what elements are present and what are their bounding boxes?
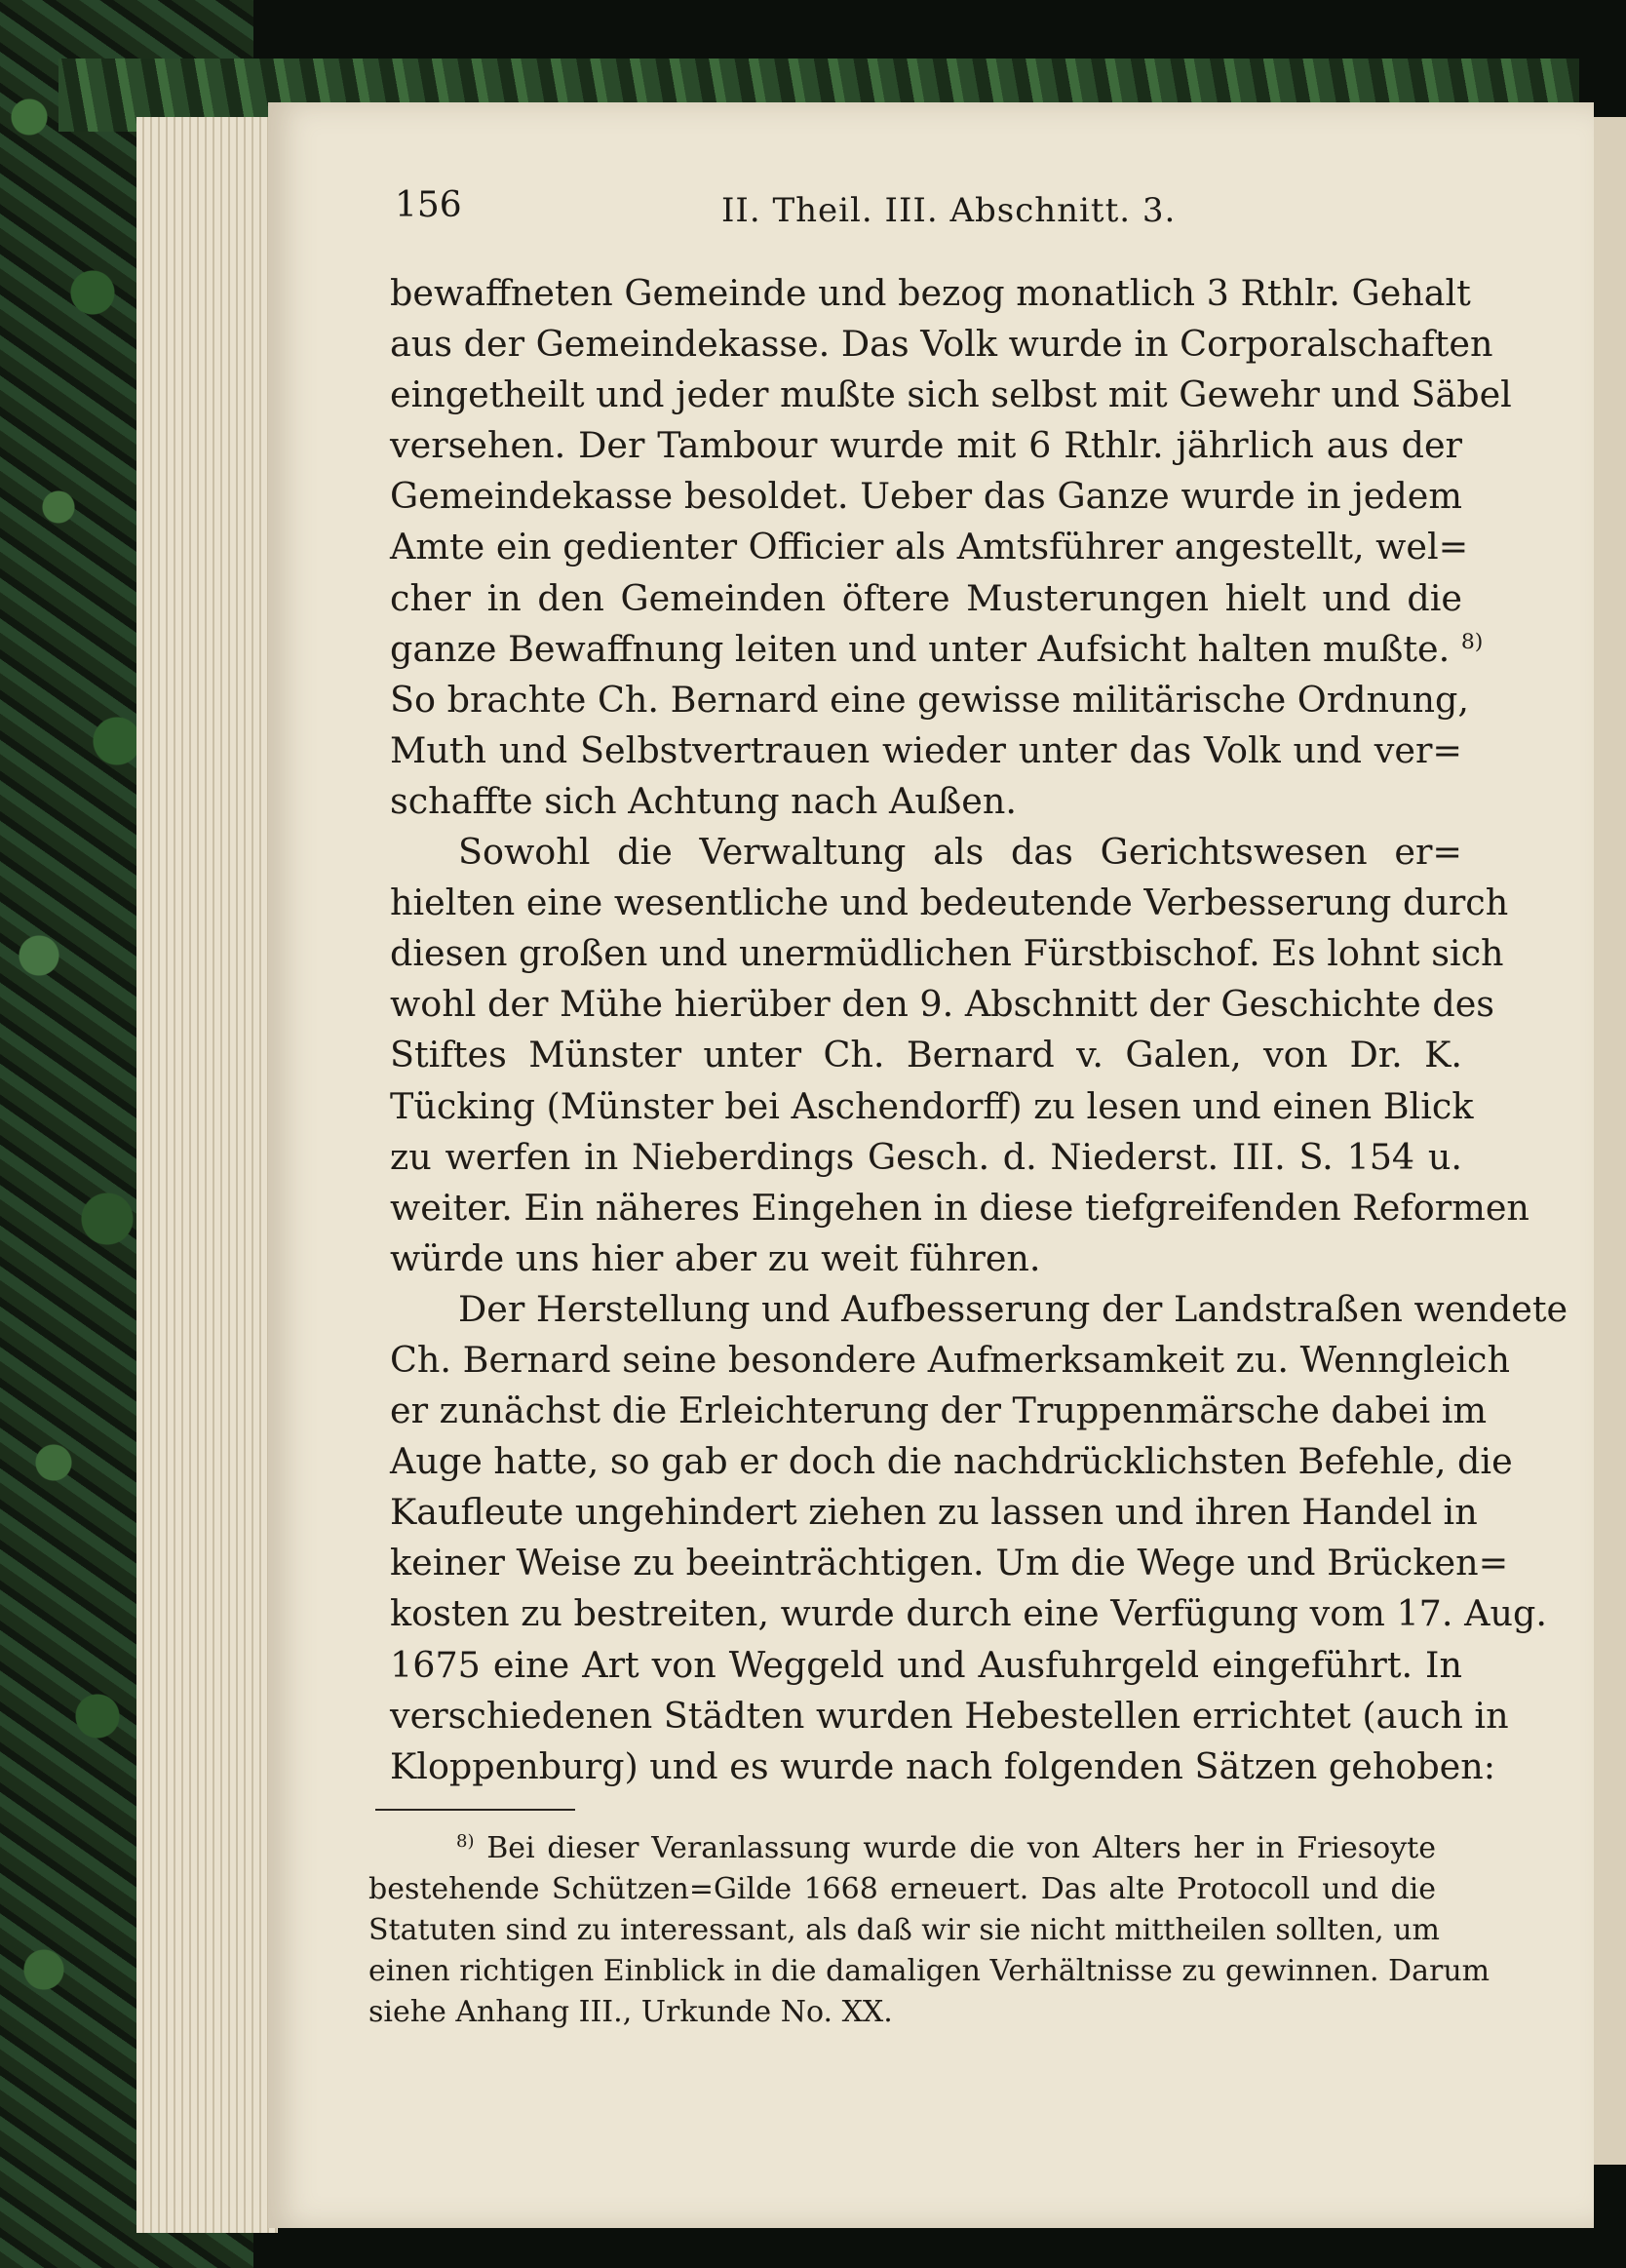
body-line: Gemeindekasse besoldet. Ueber das Ganze wurde in jedem — [390, 475, 1462, 518]
body-line-with-ref — [390, 624, 1484, 675]
body-line: So brachte Ch. Bernard eine gewisse militärische Ordnung, — [390, 678, 1469, 721]
facing-page-edge — [1594, 117, 1626, 2165]
body-line: Stiftes Münster unter Ch. Bernard v. Galen, von Dr. K. — [390, 1034, 1462, 1076]
footnote — [368, 1828, 1490, 2033]
body-line: weiter. Ein näheres Eingehen in diese tiefgreifenden Reformen — [390, 1186, 1529, 1229]
body-line: Tücking (Münster bei Aschendorff) zu lesen und einen Blick — [390, 1084, 1474, 1127]
body-line: versehen. Der Tambour wurde mit 6 Rthlr. jährlich aus der — [390, 424, 1462, 467]
body-line: Amte ein gedienter Officier als Amtsführer angestellt, wel= — [390, 526, 1469, 568]
body-line: Muth und Selbstvertrauen wieder unter das Volk und ver= — [390, 728, 1462, 771]
page-number: 156 — [395, 185, 462, 225]
body-line: cher in den Gemeinden öftere Musterungen hielt und die — [390, 576, 1462, 619]
footnote-line: siehe Anhang III., Urkunde No. XX. — [368, 1995, 893, 2029]
body-text — [390, 268, 1568, 1792]
body-line: keiner Weise zu beeinträchtigen. Um die Wege und Brücken= — [390, 1542, 1509, 1584]
body-line: wohl der Mühe hierüber den 9. Abschnitt der Geschichte des — [390, 983, 1495, 1026]
body-line: diesen großen und unermüdlichen Fürstbischof. Es lohnt sich — [390, 932, 1504, 975]
body-line: Der Herstellung und Aufbesserung der Landstraßen wendete — [458, 1287, 1568, 1330]
body-line: hielten eine wesentliche und bedeutende Verbesserung durch — [390, 881, 1509, 924]
footnote-line: einen richtigen Einblick in die damaligen Verhältnisse zu gewinnen. Darum — [368, 1954, 1490, 1988]
body-line: er zunächst die Erleichterung der Truppenmärsche dabei im — [390, 1389, 1488, 1432]
footnote-separator-rule — [375, 1809, 575, 1811]
running-head: II. Theil. III. Abschnitt. 3. — [721, 191, 1177, 230]
body-line: würde uns hier aber zu weit führen. — [390, 1236, 1041, 1279]
body-line: aus der Gemeindekasse. Das Volk wurde in Corporalschaften — [390, 323, 1493, 366]
body-line: zu werfen in Nieberdings Gesch. d. Niederst. III. S. 154 u. — [390, 1135, 1462, 1178]
footnote-reference: 8) — [1460, 629, 1484, 654]
footnote-first-line — [368, 1828, 1436, 1869]
body-line: Ch. Bernard seine besondere Aufmerksamkeit zu. Wenngleich — [390, 1338, 1510, 1381]
body-line: bewaffneten Gemeinde und bezog monatlich 3 Rthlr. Gehalt — [390, 272, 1471, 314]
body-line: Auge hatte, so gab er doch die nachdrücklichsten Befehle, die — [390, 1440, 1513, 1483]
footnote-marker: 8) — [456, 1831, 475, 1852]
page-stack-edges — [136, 117, 278, 2233]
body-line: Sowohl die Verwaltung als das Gerichtswesen er= — [458, 831, 1462, 874]
body-line: eingetheilt und jeder mußte sich selbst mit Gewehr und Säbel — [390, 373, 1512, 416]
body-line: Kloppenburg) und es wurde nach folgenden Sätzen gehoben: — [390, 1744, 1496, 1787]
footnote-line: bestehende Schützen=Gilde 1668 erneuert. Das alte Protocoll und die — [368, 1872, 1436, 1906]
page-header — [395, 185, 1467, 244]
body-line: schaffte sich Achtung nach Außen. — [390, 779, 1017, 822]
footnote-line-text: Bei dieser Veranlassung wurde die von Alters her in Friesoyte — [486, 1831, 1436, 1865]
body-line-text: ganze Bewaffnung leiten und unter Aufsicht halten mußte. — [390, 627, 1451, 670]
body-line: 1675 eine Art von Weggeld und Ausfuhrgeld eingeführt. In — [390, 1643, 1462, 1686]
body-line: Kaufleute ungehindert ziehen zu lassen und ihren Handel in — [390, 1491, 1478, 1534]
body-line: verschiedenen Städten wurden Hebestellen errichtet (auch in — [390, 1694, 1509, 1737]
body-line: kosten zu bestreiten, wurde durch eine Verfügung vom 17. Aug. — [390, 1592, 1547, 1635]
footnote-line: Statuten sind zu interessant, als daß wir sie nicht mittheilen sollten, um — [368, 1913, 1440, 1947]
